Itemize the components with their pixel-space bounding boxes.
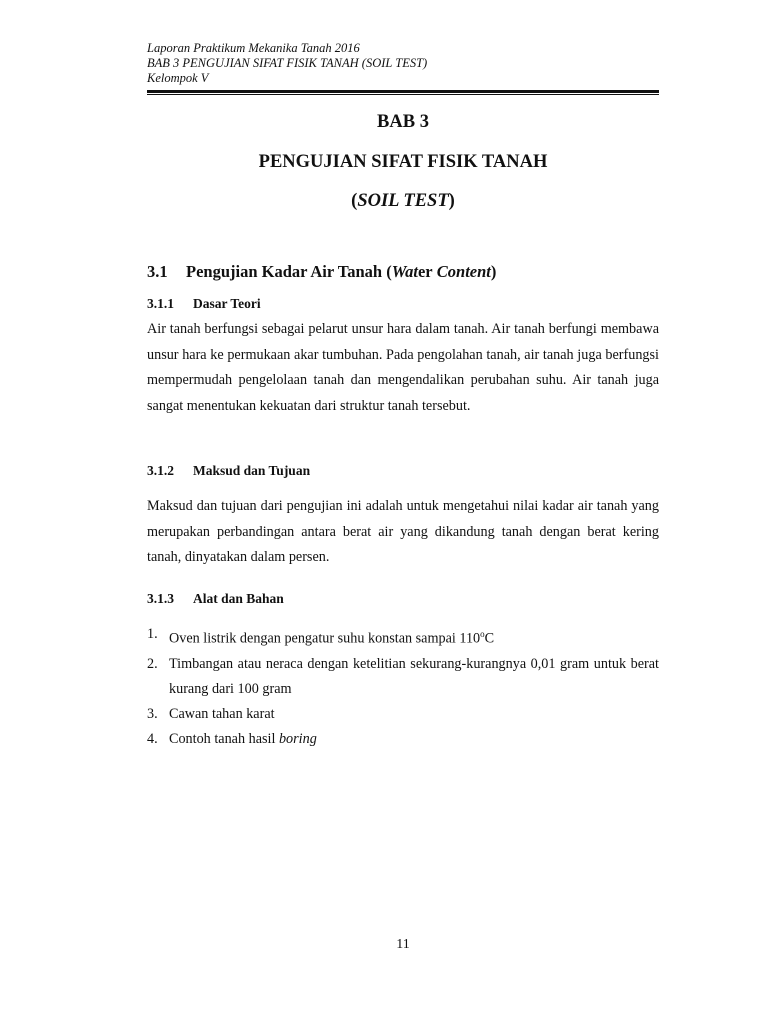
chapter-subtitle-italic: SOIL TEST — [357, 191, 449, 211]
dasar-teori-paragraph: Air tanah berfungsi sebagai pelarut unsur hara dalam tanah. Air tanah berfungi membawa unsur hara ke permukaan akar tumbuhan. Pada pengolahan tanah, air tanah juga berfungsi mempermudah pengelolaan tanah dan mengendalikan perubahan suhu. Air tanah juga sangat menentukan kekuatan dari struktur tanah tersebut. — [147, 321, 659, 414]
section-number: 3.1 — [147, 262, 168, 281]
section-3-1-heading: 3.1 Pengujian Kadar Air Tanah (Water Content) — [147, 262, 497, 281]
section-title: Maksud dan Tujuan — [193, 463, 311, 478]
section-title: Dasar Teori — [193, 296, 261, 311]
page-number: 11 — [396, 937, 410, 952]
equipment-list — [147, 622, 659, 752]
running-header — [147, 41, 659, 86]
list-item: 4. Contoh tanah hasil boring — [147, 730, 317, 747]
header-group: Kelompok V — [147, 71, 209, 85]
section-number: 3.1.1 — [147, 296, 174, 311]
header-chapter-title: BAB 3 PENGUJIAN SIFAT FISIK TANAH (SOIL TEST) — [147, 56, 428, 70]
list-item: 2. Timbangan atau neraca dengan ketelitian sekurang-kurangnya 0,01 gram untuk berat kurang dari 100 gram — [147, 655, 659, 697]
header-rule-thin — [147, 94, 659, 95]
chapter-number: BAB 3 — [377, 112, 429, 132]
section-3-1-1-heading — [147, 296, 261, 312]
section-3-1-2-heading — [147, 463, 310, 479]
section-title: Alat dan Bahan — [193, 591, 284, 606]
header-report-title: Laporan Praktikum Mekanika Tanah 2016 — [147, 41, 360, 55]
maksud-tujuan-paragraph: Maksud dan tujuan dari pengujian ini adalah untuk mengetahui nilai kadar air tanah yang merupakan perbandingan antara berat air yang dikandung tanah dengan berat kering tanah, dinyatakan dalam persen. — [147, 498, 659, 565]
chapter-subtitle: (SOIL TEST) — [351, 191, 455, 211]
chapter-title: PENGUJIAN SIFAT FISIK TANAH — [258, 152, 548, 172]
list-item: 1. Oven listrik dengan pengatur suhu konstan sampai 110$^o$C — [147, 626, 495, 647]
section-number: 3.1.2 — [147, 463, 174, 478]
list-item: 3. Cawan tahan karat — [147, 705, 275, 722]
header-rule-thick — [147, 90, 659, 93]
section-number: 3.1.3 — [147, 591, 174, 606]
section-3-1-3-heading — [147, 591, 284, 607]
